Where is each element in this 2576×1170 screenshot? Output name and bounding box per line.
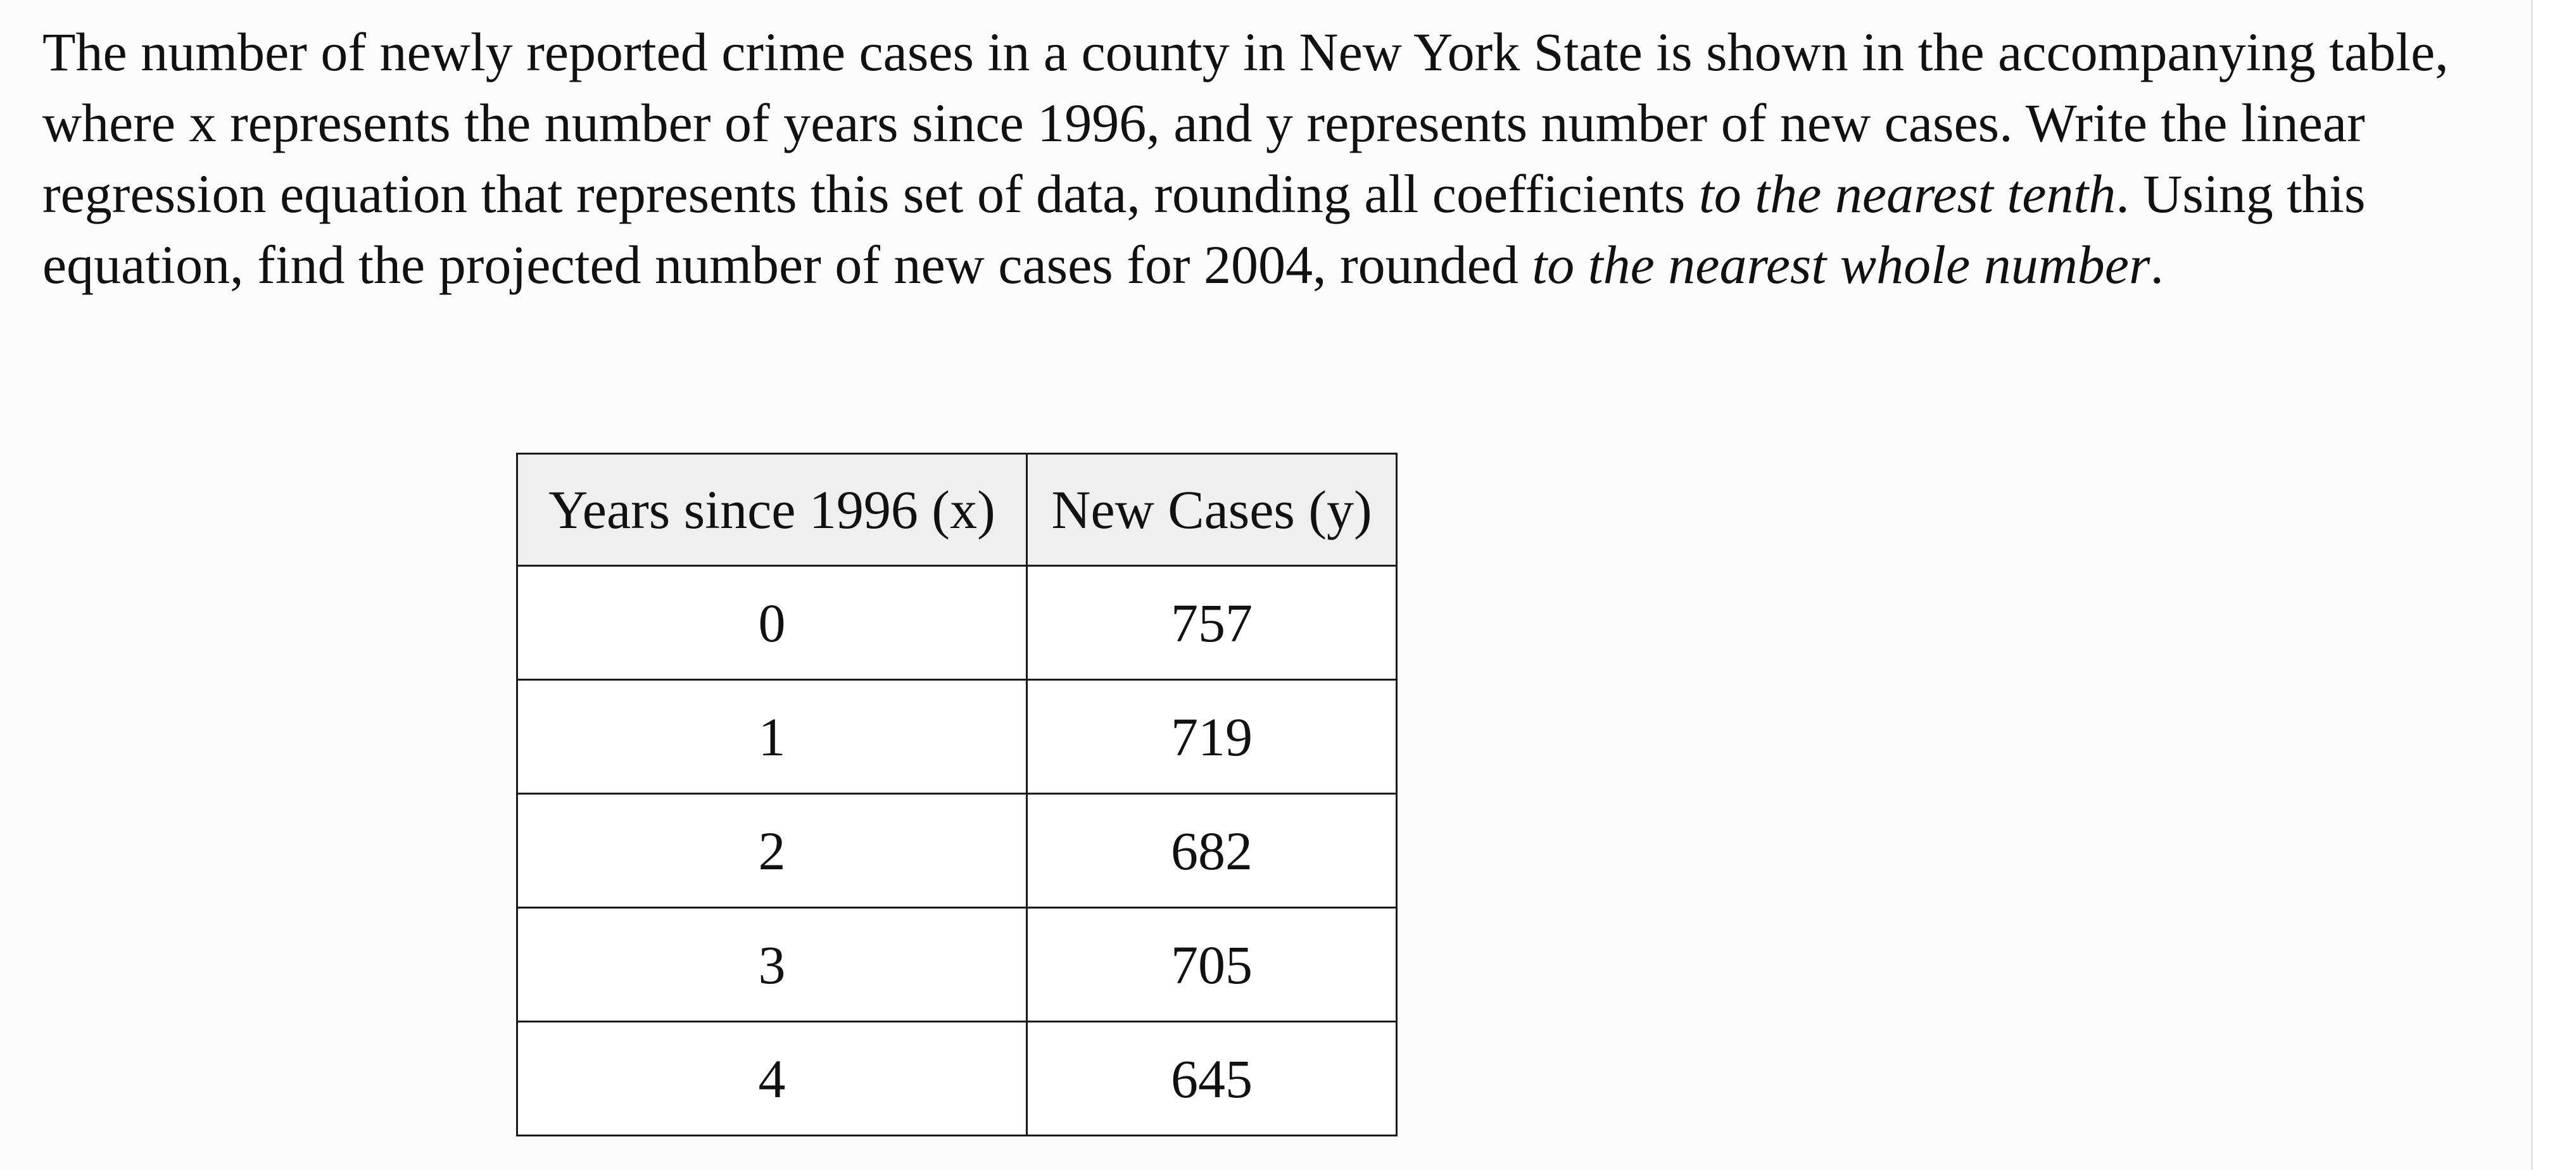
cell-y: 682 [1027, 794, 1397, 908]
cell-y: 645 [1027, 1022, 1397, 1136]
problem-text-part-3: . [2150, 234, 2164, 295]
table-row [517, 1022, 1397, 1136]
problem-text-part-2: . Using this equation, find the projected number of new cases for 2004, rounded [42, 163, 2366, 295]
header-new-cases: New Cases (y) [1027, 454, 1397, 566]
scrollbar-track[interactable] [2531, 0, 2576, 1170]
problem-statement [42, 16, 2512, 300]
table-row [517, 794, 1397, 908]
cell-x: 2 [517, 794, 1027, 908]
cell-x: 1 [517, 680, 1027, 794]
cell-x: 3 [517, 908, 1027, 1022]
table-row [517, 566, 1397, 680]
cell-y: 757 [1027, 566, 1397, 680]
content-area [42, 16, 2512, 300]
data-table [516, 453, 1398, 1136]
table-row [517, 908, 1397, 1022]
cell-y: 719 [1027, 680, 1397, 794]
cell-x: 0 [517, 566, 1027, 680]
cell-x: 4 [517, 1022, 1027, 1136]
problem-text-part-1: The number of newly reported crime cases in a county in New York State is shown in the accompanying table, where x represents the number of years since 1996, and y represents number of new cases. Write the linear regression equation that represents this set of data, rounding all coefficients [42, 22, 2449, 224]
problem-emphasis-2: to the nearest whole number [1532, 234, 2150, 295]
cell-y: 705 [1027, 908, 1397, 1022]
header-years-since-1996: Years since 1996 (x) [517, 454, 1027, 566]
table-header-row [517, 454, 1397, 566]
table-row [517, 680, 1397, 794]
problem-emphasis-1: to the nearest tenth [1698, 163, 2116, 224]
